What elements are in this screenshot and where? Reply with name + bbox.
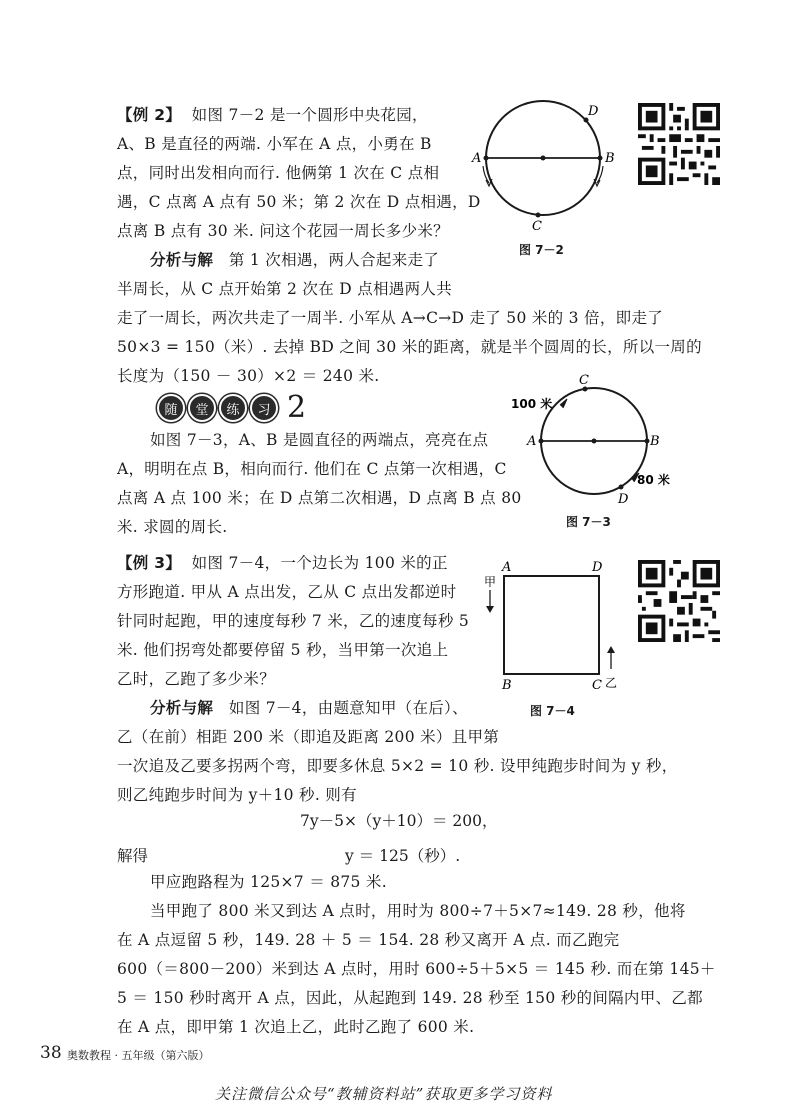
label-d: D <box>588 104 599 119</box>
badge-xi: 习 <box>250 394 278 422</box>
example3-problem: 【例 3】 如图 7－4，一个边长为 100 米的正 方形跑道. 甲从 A 点出发，乙从 C 点出发都逆时 针同时起跑，甲的速度每秒 7 米，乙的速度每秒 5 米. 他们拐弯处都要停留 5 秒，当甲第一次追上 乙时，乙跑了多少米？ <box>117 554 470 688</box>
label-c: C <box>579 373 589 388</box>
label-100m: 100 米 <box>511 397 553 411</box>
example2-analysis-label: 分析与解 <box>150 251 214 269</box>
book-title: 奥数教程 · 五年级（第六版） <box>67 1049 210 1062</box>
label-80m: 80 米 <box>637 473 670 487</box>
label-b: B <box>605 151 615 166</box>
center-point <box>592 439 597 444</box>
practice-number: 2 <box>287 390 307 425</box>
figure-7-4 <box>478 556 628 696</box>
label-c: C <box>532 219 542 234</box>
example3-analysis: 分析与解 如图 7－4，由题意知甲（在后）、 乙（在前）相距 200 米（即追及距离 200 米）且甲第 一次追及乙要多拐两个弯，即要多休息 5×2 = 10 秒. 设甲纯跑步时间为 y 秒， 则乙纯跑步时间为 y＋10 秒. 则有 <box>117 699 678 804</box>
promo-text: 关注微信公众号“教辅资料站”获取更多学习资料 <box>215 1085 553 1103</box>
label-jia: 甲 <box>484 575 497 589</box>
center-point <box>541 156 546 161</box>
practice2-problem: 如图 7－3，A、B 是圆直径的两端点，亮亮在点 A，明明在点 B，相向而行. 他们在 C 点第一次相遇，C 点离 A 点 100 米；在 D 点第二次相遇，D 点离 B 点 80 米. 求圆的周长. <box>117 431 522 536</box>
label-c: C <box>592 678 602 693</box>
square-track <box>504 576 599 674</box>
point-d <box>619 485 624 490</box>
figure-7-4-caption: 图 7－4 <box>530 704 575 718</box>
label-a: A <box>527 434 537 449</box>
figure-7-2-caption: 图 7－2 <box>519 243 564 257</box>
solve-label: 解得 <box>117 847 149 865</box>
example2-problem: 【例 2】 如图 7－2 是一个圆形中央花园， A、B 是直径的两端. 小军在 A 点，小勇在 B 点，同时出发相向而行. 他俩第 1 次在 C 点相 遇，C 点离 A 点有 50 米；第 2 次在 D 点相遇，D 点离 B 点有 30 米. 问这个花园一周长多少米？ <box>117 106 481 240</box>
example3-solution: 甲应跑路程为 125×7 ＝ 875 米. 当甲跑了 800 米又到达 A 点时，用时为 800÷7＋5×7≈149. 28 秒，他将 在 A 点逗留 5 秒，149. 28 ＋ 5 ＝ 154. 28 秒又离开 A 点. 而乙跑完 600（＝800－200）米到达 A 点时，用时 600÷5＋5×5 ＝ 145 秒. 而在第 145＋ 5 ＝ 150 秒时离开 A 点，因此，从起跑到 149. 28 秒至 150 秒的间隔内甲、乙都 在 A 点，即甲第 1 次追上乙，此时乙跑了 600 米. <box>117 873 716 1036</box>
label-b: B <box>650 434 660 449</box>
label-b: B <box>502 678 512 693</box>
label-d: D <box>618 492 629 507</box>
point-b <box>598 156 603 161</box>
figure-7-2 <box>470 98 620 238</box>
label-yi: 乙 <box>605 676 618 690</box>
badge-lian: 练 <box>219 394 247 422</box>
point-c <box>536 213 541 218</box>
label-a: A <box>502 560 512 575</box>
arrow-jia-head <box>486 606 494 613</box>
badge-tang: 堂 <box>188 394 216 422</box>
qr-code-icon[interactable] <box>638 560 720 642</box>
qr-code-icon[interactable] <box>638 103 720 185</box>
example2-tag: 【例 2】 <box>117 106 182 124</box>
badge-sui: 随 <box>157 394 185 422</box>
label-a: A <box>472 151 482 166</box>
example3-tag: 【例 3】 <box>117 554 182 572</box>
example3-analysis-label: 分析与解 <box>150 699 214 717</box>
point-a <box>539 439 544 444</box>
equation-2: y ＝ 125（秒）. <box>345 847 461 865</box>
example2-analysis: 分析与解 第 1 次相遇，两人合起来走了 半周长，从 C 点开始第 2 次在 D 点相遇两人共 走了一周长，两次共走了一周半. 小军从 A→C→D 走了 50 米的 3 倍，即走了 50×3 = 150（米）. 去掉 BD 之间 30 米的距离，就是半个圆周的长，所以一周的 长度为（150 － 30）×2 ＝ 240 米. <box>117 251 702 385</box>
figure-7-3 <box>505 372 675 512</box>
label-d: D <box>592 560 603 575</box>
figure-7-3-caption: 图 7－3 <box>566 515 611 529</box>
equation-1: 7y－5×（y＋10）＝ 200， <box>300 812 498 830</box>
practice-heading <box>157 390 307 425</box>
point-b <box>645 439 650 444</box>
point-a <box>484 156 489 161</box>
arrow-yi-head <box>607 646 615 653</box>
page-number: 38 <box>40 1043 62 1063</box>
